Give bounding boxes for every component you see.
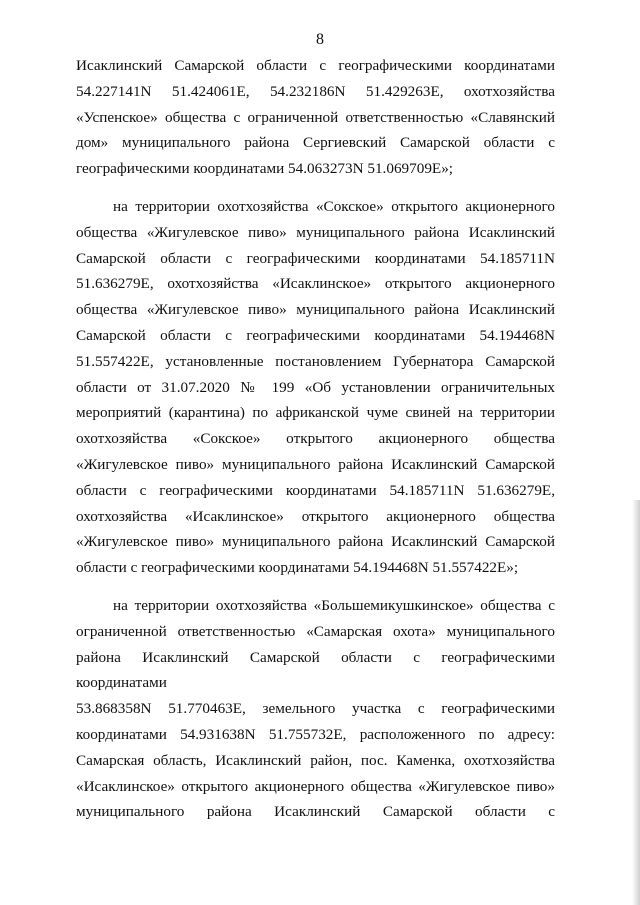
text-line: дом» муниципального района Сергиевский Самарской области с: [76, 134, 555, 152]
text-line: географическими координатами 54.063273N 51.069709E»;: [76, 160, 454, 178]
text-line: 51.636279E, охотхозяйства «Исаклинское» открытого акционерного: [76, 275, 555, 293]
text-line: «Жигулевское пиво» муниципального района Исаклинский Самарской: [76, 455, 555, 473]
text-line: «Жигулевское пиво» муниципального района Исаклинский Самарской: [76, 533, 555, 551]
text-line: района Исаклинский Самарской области с географическими координатами: [76, 648, 555, 692]
text-line: муниципального района Исаклинский Самарской области с: [76, 803, 555, 821]
text-line: 51.557422E, установленные постановлением Губернатора Самарской: [76, 352, 555, 370]
text-line: Самарской области с географическими координатами 54.185711N: [76, 249, 555, 267]
text-line: области с географическими координатами 54.194468N 51.557422E»;: [76, 559, 519, 577]
page-number: 8: [316, 31, 324, 48]
paragraph-bolshemikushkinskoe: [76, 593, 555, 825]
scan-edge-shadow: [632, 500, 640, 905]
text-line: 54.227141N 51.424061E, 54.232186N 51.429263E, охотхозяйства: [76, 82, 555, 100]
text-line: на территории охотхозяйства «Сокское» открытого акционерного: [113, 197, 555, 215]
text-line: общества «Жигулевское пиво» муниципального района Исаклинский: [76, 301, 555, 319]
paragraph-soksk: [76, 194, 555, 581]
text-line: охотхозяйства «Исаклинское» открытого акционерного общества: [76, 507, 555, 525]
paragraph-continuation: [76, 53, 555, 182]
text-line: «Исаклинское» открытого акционерного общества «Жигулевское пиво»: [76, 777, 555, 795]
text-line: Исаклинский Самарской области с географическими координатами: [76, 57, 555, 74]
text-line: мероприятий (карантина) по африканской чуме свиней на территории: [76, 404, 555, 422]
text-line: области от 31.07.2020 № 199 «Об установлении ограничительных: [76, 378, 555, 396]
text-line: общества «Жигулевское пиво» муниципального района Исаклинский: [76, 223, 555, 241]
text-line: Самарской области с географическими координатами 54.194468N: [76, 326, 555, 344]
text-line: «Успенское» общества с ограниченной ответственностью «Славянский: [76, 108, 555, 126]
document-body: [76, 53, 555, 825]
text-line: Самарская область, Исаклинский район, пос. Каменка, охотхозяйства: [76, 751, 555, 769]
text-line: охотхозяйства «Сокское» открытого акционерного общества: [76, 430, 555, 448]
text-line: ограниченной ответственностью «Самарская охота» муниципального: [76, 622, 555, 640]
text-line: на территории охотхозяйства «Большемикушкинское» общества с: [113, 596, 555, 614]
text-line: координатами 54.931638N 51.755732E, расположенного по адресу:: [76, 725, 555, 743]
text-line: области с географическими координатами 54.185711N 51.636279E,: [76, 481, 555, 499]
text-line: 53.868358N 51.770463E, земельного участка с географическими: [76, 700, 555, 718]
